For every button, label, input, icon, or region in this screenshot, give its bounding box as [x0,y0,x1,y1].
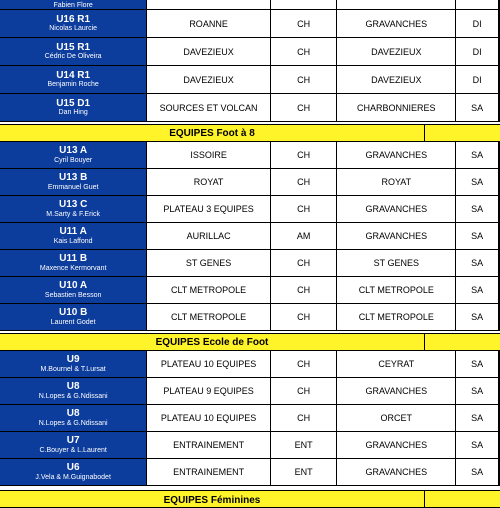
team-code: U10 B [58,307,88,319]
opponent-cell: PLATEAU 9 EQUIPES [147,378,271,405]
team-coach: Cédric De Oliveira [44,53,102,61]
team-coach: Benjamin Roche [47,81,99,89]
day-cell: SA [456,277,499,304]
day-cell: SA [456,378,499,405]
team-code: U15 D1 [56,97,91,109]
section-header-feminines [0,490,500,508]
opponent-cell: PLATEAU 3 EQUIPES [147,196,271,223]
day-cell: SA [456,351,499,378]
match-type-cell: CH [271,277,338,304]
day-cell: DI [456,38,499,66]
match-type-cell: CH [271,250,338,277]
schedule-row [0,250,500,277]
match-type-cell: CH [271,351,338,378]
opponent-cell: CLT METROPOLE [147,277,271,304]
venue-cell: ORCET [337,405,456,432]
team-code: U9 [66,354,80,366]
team-coach: Fabien Flore [53,1,93,9]
section-title: EQUIPES Ecole de Foot [0,334,425,350]
venue-cell: DAVEZIEUX [337,66,456,94]
venue-cell: DAVEZIEUX [337,38,456,66]
day-cell: SA [456,223,499,250]
match-type-cell: CH [271,38,338,66]
day-cell: SA [456,304,499,331]
schedule-row [0,405,500,432]
opponent-cell: ENTRAINEMENT [147,459,271,486]
team-coach: N.Lopes & G.Ndissani [38,392,108,400]
match-type-cell: AM [271,223,338,250]
team-cell [0,432,147,459]
section-filler [425,334,500,350]
opponent-cell: ROYAT [147,169,271,196]
team-code: U16 R1 [56,13,91,25]
team-code: U13 A [59,145,88,157]
venue-cell: CLT METROPOLE [337,277,456,304]
team-cell [0,378,147,405]
team-cell [0,304,147,331]
opponent-cell: ST GENES [147,250,271,277]
match-type-cell: CH [271,405,338,432]
day-cell: SA [456,196,499,223]
team-coach: Kais Laffond [53,237,93,245]
team-code: U11 A [59,226,87,238]
opponent-cell: DAVEZIEUX [147,66,271,94]
venue-cell: CHARBONNIERES [337,94,456,122]
team-coach: J.Vela & M.Guignabodet [35,473,111,481]
team-code: U14 R1 [56,69,91,81]
team-code: U11 B [59,253,88,265]
venue-cell: GRAVANCHES [337,10,456,38]
match-type-cell: CH [271,169,338,196]
section-header-foot8 [0,124,500,142]
match-type-cell: ENT [271,432,338,459]
team-code: U13 B [58,172,88,184]
team-code: U6 [66,462,80,474]
schedule-row-partial [0,0,500,10]
opponent-cell: AURILLAC [147,223,271,250]
team-cell [0,196,147,223]
team-cell [0,405,147,432]
day-cell: DI [456,66,499,94]
schedule-row [0,351,500,378]
team-cell [0,169,147,196]
day-cell: SA [456,250,499,277]
match-type-cell: CH [271,196,338,223]
venue-cell: GRAVANCHES [337,223,456,250]
empty-cell [147,0,271,10]
venue-cell: CLT METROPOLE [337,304,456,331]
empty-cell [271,0,338,10]
section-title: EQUIPES Féminines [0,491,425,507]
team-cell [0,277,147,304]
team-code: U13 C [58,199,88,211]
team-cell [0,66,147,94]
day-cell: SA [456,142,499,169]
venue-cell: GRAVANCHES [337,432,456,459]
opponent-cell: CLT METROPOLE [147,304,271,331]
team-coach: M.Sarty & F.Erick [46,210,100,218]
match-type-cell: ENT [271,459,338,486]
section-title: EQUIPES Foot à 8 [0,125,425,141]
schedule-row [0,142,500,169]
match-type-cell: CH [271,10,338,38]
team-coach: Maxence Kermorvant [39,264,107,272]
schedule-row [0,66,500,94]
team-code: U10 A [59,280,88,292]
team-code: U15 R1 [56,41,91,53]
venue-cell: ROYAT [337,169,456,196]
venue-cell: CEYRAT [337,351,456,378]
schedule-row [0,223,500,250]
venue-cell: GRAVANCHES [337,142,456,169]
schedule-row [0,38,500,66]
team-cell [0,250,147,277]
team-coach: Cyril Bouyer [54,156,93,164]
schedule-row [0,196,500,223]
opponent-cell: SOURCES ET VOLCAN [147,94,271,122]
section-filler [425,491,500,507]
opponent-cell: PLATEAU 10 EQUIPES [147,405,271,432]
schedule-row [0,277,500,304]
opponent-cell: ENTRAINEMENT [147,432,271,459]
team-coach: Laurent Godet [50,318,96,326]
team-coach: N.Lopes & G.Ndissani [38,419,108,427]
team-cell [0,38,147,66]
team-code: U8 [66,408,80,420]
opponent-cell: PLATEAU 10 EQUIPES [147,351,271,378]
team-coach: Nicolas Laurcie [49,25,98,33]
team-code: U8 [66,381,80,393]
team-coach: M.Bournel & T.Lursat [40,365,106,373]
venue-cell: GRAVANCHES [337,378,456,405]
schedule-row [0,94,500,122]
team-cell [0,351,147,378]
empty-cell [337,0,456,10]
day-cell: SA [456,405,499,432]
day-cell: SA [456,94,499,122]
team-cell [0,459,147,486]
team-coach: Dan Hing [58,109,88,117]
schedule-row [0,459,500,486]
section-header-ecole [0,333,500,351]
empty-cell [456,0,499,10]
opponent-cell: DAVEZIEUX [147,38,271,66]
team-code: U7 [66,435,80,447]
team-cell [0,223,147,250]
day-cell: SA [456,459,499,486]
venue-cell: GRAVANCHES [337,196,456,223]
team-coach: Emmanuel Guet [47,183,99,191]
match-type-cell: CH [271,142,338,169]
day-cell: SA [456,169,499,196]
schedule-row [0,378,500,405]
team-cell [0,142,147,169]
team-coach: C.Bouyer & L.Laurent [39,446,107,454]
match-type-cell: CH [271,66,338,94]
section-filler [425,125,500,141]
team-coach: Sebastien Besson [44,291,102,299]
team-cell [0,0,147,10]
opponent-cell: ROANNE [147,10,271,38]
schedule-row [0,432,500,459]
match-type-cell: CH [271,304,338,331]
schedule-row [0,169,500,196]
day-cell: DI [456,10,499,38]
match-type-cell: CH [271,378,338,405]
opponent-cell: ISSOIRE [147,142,271,169]
match-type-cell: CH [271,94,338,122]
venue-cell: GRAVANCHES [337,459,456,486]
day-cell: SA [456,432,499,459]
venue-cell: ST GENES [337,250,456,277]
team-cell [0,94,147,122]
schedule-row [0,304,500,331]
schedule-row [0,10,500,38]
team-cell [0,10,147,38]
